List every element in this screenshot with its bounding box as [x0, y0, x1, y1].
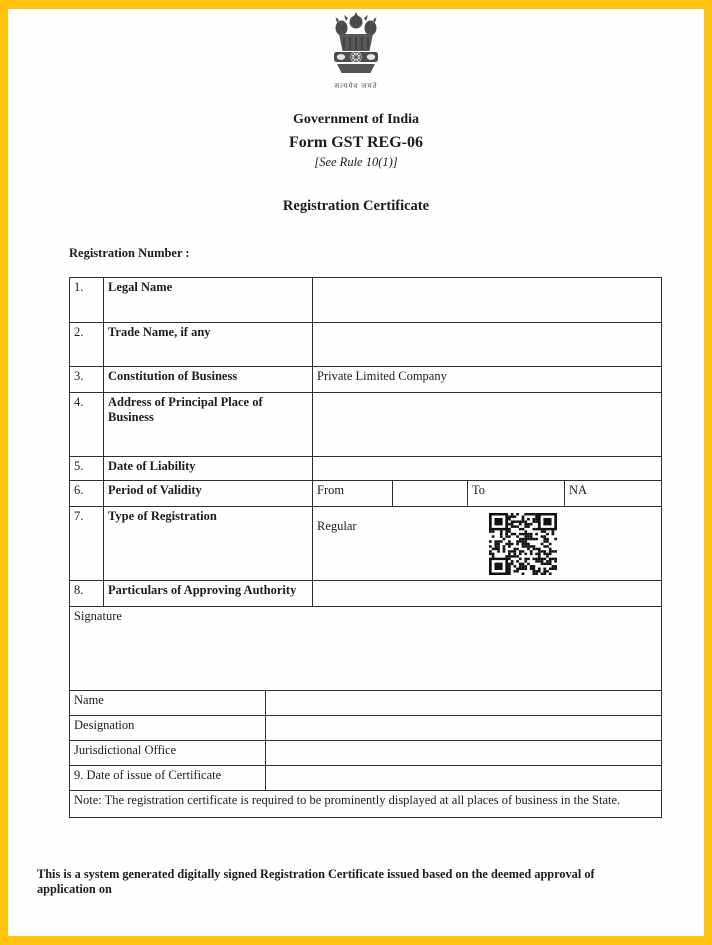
validity-from-label: From	[313, 481, 393, 506]
row-value	[313, 393, 661, 456]
table-row-period-of-validity	[70, 481, 661, 507]
table-row-name	[70, 691, 661, 716]
table-row-legal-name	[70, 278, 661, 323]
row-value	[313, 457, 661, 480]
table-row-address	[70, 393, 661, 457]
row-serial: 6.	[70, 481, 104, 506]
registration-number-label: Registration Number :	[69, 246, 190, 260]
table-row-constitution	[70, 367, 661, 393]
officer-row-value	[266, 691, 661, 715]
officer-row-label: 9. Date of issue of Certificate	[70, 766, 266, 790]
table-row-designation	[70, 716, 661, 741]
row-label: Period of Validity	[104, 481, 313, 506]
row-label: Constitution of Business	[104, 367, 313, 392]
officer-row-label: Name	[70, 691, 266, 715]
row-label: Particulars of Approving Authority	[104, 581, 313, 606]
form-title: Form GST REG-06	[289, 134, 423, 151]
validity-to-label: To	[468, 481, 565, 506]
row-serial: 8.	[70, 581, 104, 606]
officer-row-value	[266, 716, 661, 740]
certificate-header	[8, 9, 704, 215]
table-row-date-of-liability	[70, 457, 661, 481]
table-row-jurisdictional-office	[70, 741, 661, 766]
government-of-india-line: Government of India	[293, 112, 419, 127]
emblem-caption: सत्यमेव जयते	[334, 82, 378, 90]
row-value	[313, 581, 661, 606]
row-label: Date of Liability	[104, 457, 313, 480]
table-row-signature	[70, 607, 661, 691]
row-serial: 5.	[70, 457, 104, 480]
officer-row-label: Jurisdictional Office	[70, 741, 266, 765]
row-label: Type of Registration	[104, 507, 313, 580]
rule-reference: [See Rule 10(1)]	[314, 155, 398, 169]
system-generated-statement: This is a system generated digitally signed Registration Certificate issued based on the deemed approval of application on	[37, 867, 595, 896]
row-value	[313, 278, 661, 322]
table-row-type-of-registration	[70, 507, 661, 581]
table-row-trade-name	[70, 323, 661, 367]
table-row-note	[70, 791, 661, 817]
row-value	[313, 323, 661, 366]
row-serial: 2.	[70, 323, 104, 366]
table-row-date-of-issue	[70, 766, 661, 791]
row-serial: 3.	[70, 367, 104, 392]
india-national-emblem-icon	[8, 11, 704, 82]
row-value: Private Limited Company	[317, 369, 447, 383]
registration-type-value: Regular	[317, 519, 357, 533]
row-serial: 7.	[70, 507, 104, 580]
officer-row-label: Designation	[70, 716, 266, 740]
row-label: Address of Principal Place of Business	[104, 393, 313, 456]
row-value	[313, 507, 661, 580]
table-row-approving-authority	[70, 581, 661, 607]
officer-row-value	[266, 766, 661, 790]
row-label: Trade Name, if any	[104, 323, 313, 366]
certificate-title: Registration Certificate	[282, 198, 430, 214]
row-serial: 1.	[70, 278, 104, 322]
registration-table	[69, 277, 662, 818]
qr-code	[489, 513, 557, 575]
signature-area: Signature	[74, 609, 122, 623]
validity-from-value	[393, 481, 468, 506]
officer-row-value	[266, 741, 661, 765]
row-label: Legal Name	[104, 278, 313, 322]
row-serial: 4.	[70, 393, 104, 456]
validity-to-value: NA	[569, 483, 588, 497]
note-text: Note: The registration certificate is required to be prominently displayed at all places of business in the State.	[74, 793, 621, 807]
